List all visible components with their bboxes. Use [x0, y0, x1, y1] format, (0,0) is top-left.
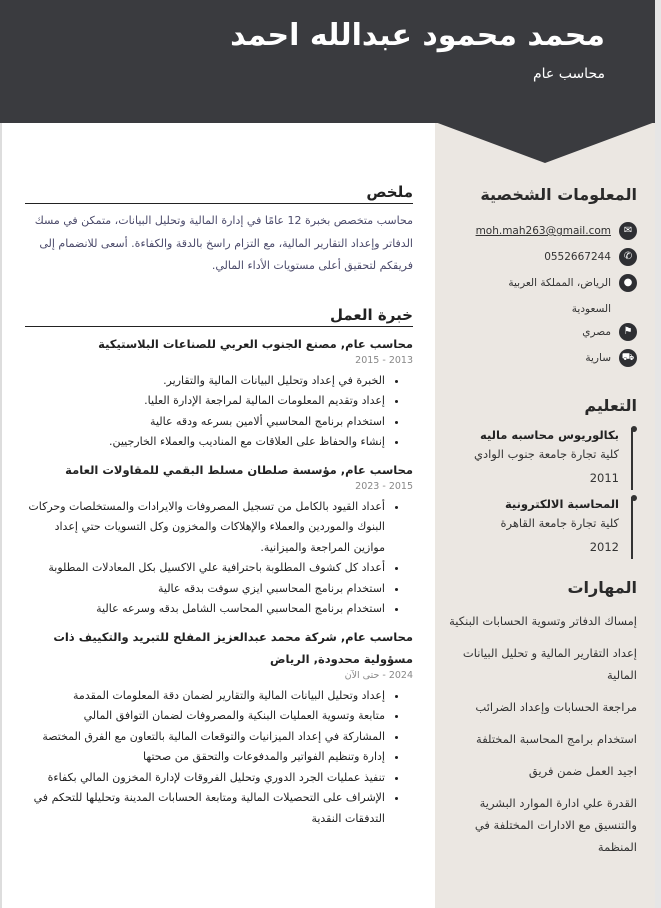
header-chevron — [435, 122, 655, 164]
job-date: 2015 - 2023 — [355, 480, 413, 492]
education-title: التعليم — [584, 396, 637, 415]
candidate-title: محاسب عام — [532, 66, 605, 82]
job-point: • إعداد وتحليل البيانات المالية والتقارير لضمان دقة المعلومات المقدمة — [25, 686, 385, 707]
license-item — [457, 345, 637, 371]
nationality-item — [457, 319, 637, 345]
candidate-name: محمد محمود عبدالله احمد — [230, 18, 605, 53]
personal-info-title: المعلومات الشخصية — [480, 185, 637, 204]
education-item — [463, 428, 633, 490]
job-points — [25, 371, 413, 453]
job-point: • الإشراف على التحصيلات المالية ومتابعة الحسابات المدينة وتحليلها للتحكم في التدفقات النقدية — [25, 788, 385, 829]
job-point: • تنفيذ عمليات الجرد الدوري وتحليل الفروقات لإدارة المخزون المالي بكفاءة — [25, 768, 385, 789]
car-icon: ⛟ — [619, 349, 637, 367]
education-item — [463, 497, 633, 559]
phone-icon: ✆ — [619, 248, 637, 266]
job-point: • إعداد وتقديم المعلومات المالية لمراجعة الإدارة العليا. — [25, 391, 385, 412]
skill-item: مراجعة الحسابات وإعداد الضرائب — [475, 700, 637, 714]
job-point: • إدارة وتنظيم الفواتير والمدفوعات والتحقق من صحتها — [25, 747, 385, 768]
school: كلية تجارة جامعة القاهرة — [500, 516, 619, 530]
skill-item: إعداد التقارير المالية و تحليل البيانات المالية — [462, 646, 637, 682]
location-item — [507, 270, 637, 322]
timeline-dot — [631, 426, 637, 432]
skill-item: استخدام برامج المحاسبة المختلفة — [476, 732, 637, 746]
summary-title: ملخص — [25, 183, 413, 204]
nationality-text: مصري — [582, 326, 611, 338]
scrollbar[interactable] — [655, 0, 661, 908]
main-content — [25, 183, 413, 829]
skills-list — [447, 610, 637, 868]
job-point: • متابعة وتسوية العمليات البنكية والمصروفات لضمان التوافق المالي — [25, 706, 385, 727]
job-points — [25, 686, 413, 830]
location-pin-icon: ● — [619, 274, 637, 292]
job-point: • إنشاء والحفاظ على العلاقات مع المناديب والعملاء الخارجيين. — [25, 432, 385, 453]
degree: المحاسبة الالكترونية — [504, 497, 619, 511]
skill-item: القدرة علي ادارة الموارد البشرية والتنسيق مع الادارات المختلفة في المنظمة — [474, 796, 637, 854]
job-point: • استخدام برنامج المحاسبي ايزي سوفت بدقه عالية — [25, 579, 385, 600]
skills-title: المهارات — [567, 578, 637, 597]
job-point: • استخدام برنامج المحاسبي المحاسب الشامل بدقه وسرعه عالية — [25, 599, 385, 620]
job-title: محاسب عام, مصنع الجنوب العربي للصناعات البلاستيكية — [98, 336, 413, 351]
flag-icon: ⚑ — [619, 323, 637, 341]
job-point: • أعداد كل كشوف المطلوبة باحترافية علي الاكسيل بكل المعادلات المطلوبة — [25, 558, 385, 579]
job-point: • أعداد القيود بالكامل من تسجيل المصروفات والايرادات والمستخلصات وحركات البنوك والموردين والعملاء والإهلاكات والمخزون وكل التسويات حتي إعداد موازين المراجعة والميزانية. — [25, 497, 385, 559]
license-text: سارية — [585, 352, 611, 364]
year: 2011 — [589, 471, 619, 485]
school: كلية تجارة جامعة جنوب الوادي — [473, 447, 619, 461]
phone-text: 0552667244 — [544, 251, 611, 263]
email-link[interactable]: moh.mah263@gmail.com — [475, 225, 611, 237]
skill-item: اجيد العمل ضمن فريق — [528, 764, 637, 778]
degree: بكالوريوس محاسبه ماليه — [479, 428, 619, 442]
phone-item — [457, 244, 637, 270]
job-date: 2013 - 2015 — [355, 354, 413, 366]
location-text: الرياض، المملكة العربية السعودية — [508, 277, 611, 315]
job-point: • الخبرة في إعداد وتحليل البيانات المالية والتقارير. — [25, 371, 385, 392]
page-edge — [0, 0, 2, 908]
year: 2012 — [589, 540, 619, 554]
job-points — [25, 497, 413, 620]
experience-title: خبرة العمل — [25, 306, 413, 327]
job-title: محاسب عام, شركة محمد عبدالعزيز المفلح للتبريد والتكييف ذات مسؤولية محدودة, الرياض — [53, 629, 413, 666]
resume-header — [0, 0, 655, 123]
timeline-dot — [631, 495, 637, 501]
job-point: • استخدام برنامج المحاسبي ألامين بسرعه ودقه عالية — [25, 412, 385, 433]
job-title: محاسب عام, مؤسسة صلطان مسلط البقمي للمقاولات العامة — [65, 462, 413, 477]
skill-item: إمساك الدفاتر وتسوية الحسابات البنكية — [449, 614, 637, 628]
job-point: • المشاركة في إعداد الميزانيات والتوقعات المالية بالتعاون مع الفرق المختصة — [25, 727, 385, 748]
email-item[interactable] — [457, 218, 637, 244]
envelope-icon: ✉ — [619, 222, 637, 240]
job-date: 2024 - حتى الآن — [344, 669, 413, 681]
summary-text: محاسب متخصص بخبرة 12 عامًا في إدارة المالية وتحليل البيانات، متمكن في مسك الدفاتر وإعداد التقارير المالية، مع التزام راسخ بالدقة والكفاءة. أسعى للانضمام إلى فريقكم لتحقيق أعلى مستويات الأداء المالي. — [34, 214, 413, 272]
